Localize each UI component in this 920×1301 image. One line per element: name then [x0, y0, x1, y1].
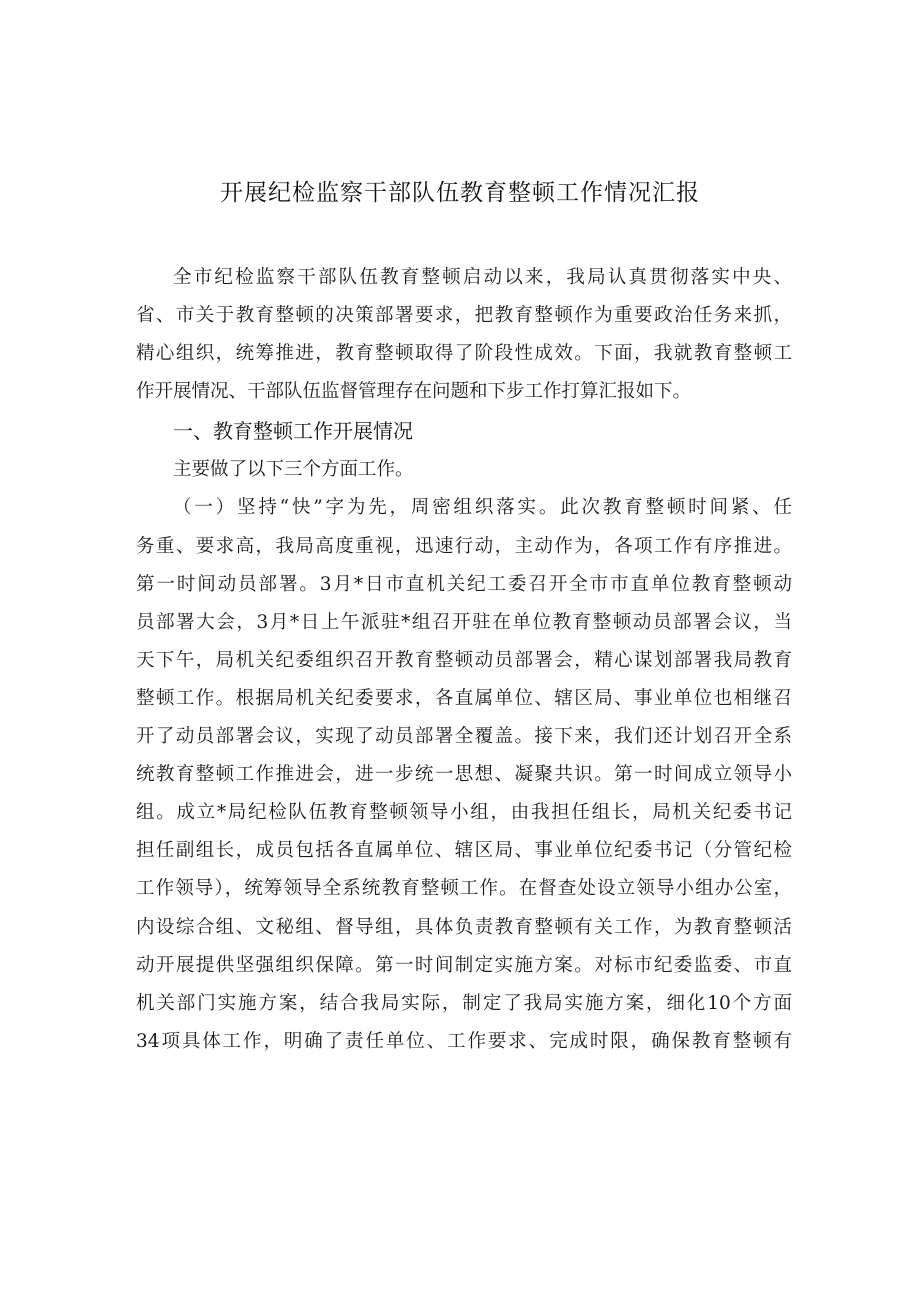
- paragraph-line: 全市纪检监察干部队伍教育整顿启动以来，我局认真贯彻落实中央、: [173, 267, 792, 288]
- paragraph-line: 整顿工作。根据局机关纪委要求，各直属单位、辖区局、事业单位也相继召: [136, 687, 792, 709]
- paragraph-line: 省、市关于教育整顿的决策部署要求，把教育整顿作为重要政治任务来抓，: [136, 305, 792, 327]
- section-summary: 主要做了以下三个方面工作。: [173, 459, 414, 481]
- paragraph-line: 开了动员部署会议，实现了动员部署全覆盖。接下来，我们还计划召开全系: [136, 726, 792, 748]
- document-title: 开展纪检监察干部队伍教育整顿工作情况汇报: [220, 180, 700, 206]
- paragraph-line: 务重、要求高，我局高度重视，迅速行动，主动作为，各项工作有序推进。: [136, 535, 792, 557]
- paragraph-line: 精心组织，统筹推进，教育整顿取得了阶段性成效。下面，我就教育整顿工: [136, 343, 792, 365]
- paragraph-line: 组。成立*局纪检队伍教育整顿领导小组，由我担任组长，局机关纪委书记: [136, 802, 792, 824]
- document-body: [136, 259, 792, 1061]
- subsection-paragraph: [136, 489, 792, 1060]
- paragraph-line: 动开展提供坚强组织保障。第一时间制定实施方案。对标市纪委监委、市直: [136, 954, 792, 976]
- paragraph-line: 工作领导），统筹领导全系统教育整顿工作。在督查处设立领导小组办公室，: [136, 878, 792, 900]
- paragraph-line: 机关部门实施方案，结合我局实际，制定了我局实施方案，细化10个方面: [136, 992, 792, 1014]
- paragraph-line: 统教育整顿工作推进会，进一步统一思想、凝聚共识。第一时间成立领导小: [136, 764, 792, 786]
- paragraph-line: 34项具体工作，明确了责任单位、工作要求、完成时限，确保教育整顿有: [136, 1030, 792, 1052]
- paragraph-line: 内设综合组、文秘组、督导组，具体负责教育整顿有关工作，为教育整顿活: [136, 916, 792, 938]
- paragraph-line: （一）坚持“快”字为先，周密组织落实。此次教育整顿时间紧、任: [173, 497, 792, 519]
- section-heading: 一、教育整顿工作开展情况: [173, 419, 413, 444]
- paragraph-line: 天下午，局机关纪委组织召开教育整顿动员部署会，精心谋划部署我局教育: [136, 649, 792, 671]
- paragraph-line: 第一时间动员部署。3月*日市直机关纪工委召开全市市直单位教育整顿动: [136, 573, 792, 595]
- paragraph-line: 担任副组长，成员包括各直属单位、辖区局、事业单位纪委书记（分管纪检: [136, 840, 792, 862]
- paragraph-line: 员部署大会，3月*日上午派驻*组召开驻在单位教育整顿动员部署会议，当: [136, 611, 792, 633]
- paragraph-line: 作开展情况、干部队伍监督管理存在问题和下步工作打算汇报如下。: [136, 381, 692, 403]
- intro-paragraph: [136, 259, 792, 411]
